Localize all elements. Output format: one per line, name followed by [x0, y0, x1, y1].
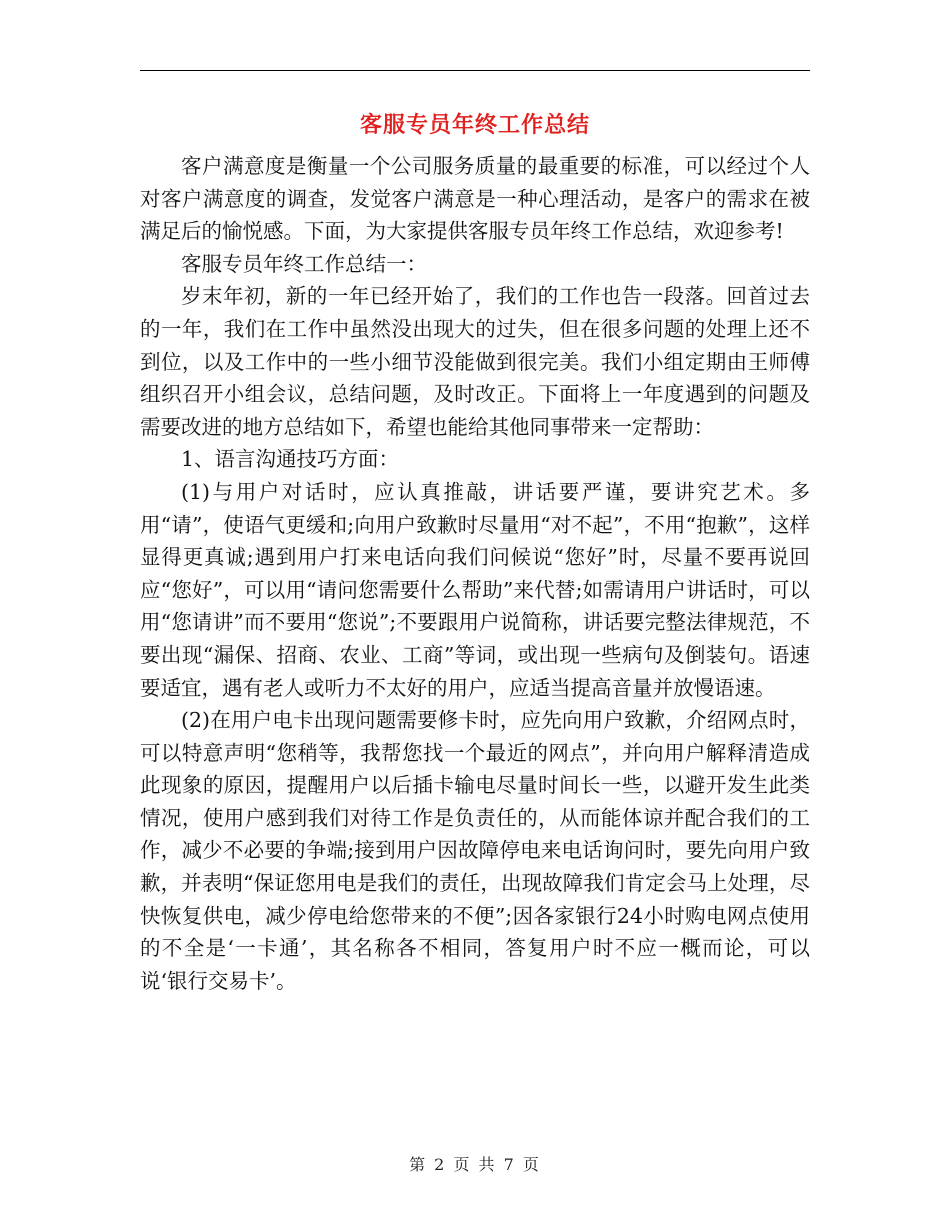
- paragraph-subheading: 1、语言沟通技巧方面：: [181, 447, 400, 472]
- paragraph-item-1: (1)与用户对话时，应认真推敲，讲话要严谨，要讲究艺术。多用“请”，使语气更缓和;向用户致歉时尽量用“对不起”，不用“抱歉”，这样显得更真诚;遇到用户打来电话向我们问候说“您好”时，尽量不要再说回应“您好”，可以用“请问您需要什么帮助”来代替;如需请用户讲话时，可以用“您请讲”而不要用“您说”;不要跟用户说简称，讲话要完整法律规范，不要出现“漏保、招商、农业、工商”等词，或出现一些病句及倒装句。语速要适宜，遇有老人或听力不太好的用户，应适当提高音量并放慢语速。: [140, 479, 810, 700]
- page-number: 第 2 页 共 7 页: [409, 1155, 541, 1174]
- paragraph-item-2: (2)在用户电卡出现问题需要修卡时，应先向用户致歉，介绍网点时，可以特意声明“您稍等，我帮您找一个最近的网点”，并向用户解释清造成此现象的原因，提醒用户以后插卡输电尽量时间长一些，以避开发生此类情况，使用户感到我们对待工作是负责任的，从而能体谅并配合我们的工作，减少不必要的争端;接到用户因故障停电来电话询问时，要先向用户致歉，并表明“保证您用电是我们的责任，出现故障我们肯定会马上处理，尽快恢复供电，减少停电给您带来的不便”;因各家银行24小时购电网点使用的不全是‘一卡通’，其名称各不相同，答复用户时不应一概而论，可以说‘银行交易卡’。: [140, 708, 810, 993]
- paragraph-intro: 客户满意度是衡量一个公司服务质量的最重要的标准，可以经过个人对客户满意度的调查，发觉客户满意是一种心理活动，是客户的需求在被满足后的愉悦感。下面，为大家提供客服专员年终工作总结，欢迎参考!: [140, 154, 810, 244]
- document-title: 客服专员年终工作总结: [359, 112, 590, 138]
- document-body: [140, 150, 810, 997]
- header-rule: [140, 70, 810, 71]
- paragraph-section-heading: 客服专员年终工作总结一：: [181, 251, 427, 276]
- paragraph-summary: 岁末年初，新的一年已经开始了，我们的工作也告一段落。回首过去的一年，我们在工作中虽然没出现大的过失，但在很多问题的处理上还不到位，以及工作中的一些小细节没能做到很完美。我们小组定期由王师傅组织召开小组会议，总结问题，及时改正。下面将上一年度遇到的问题及需要改进的地方总结如下，希望也能给其他同事带来一定帮助：: [140, 284, 810, 439]
